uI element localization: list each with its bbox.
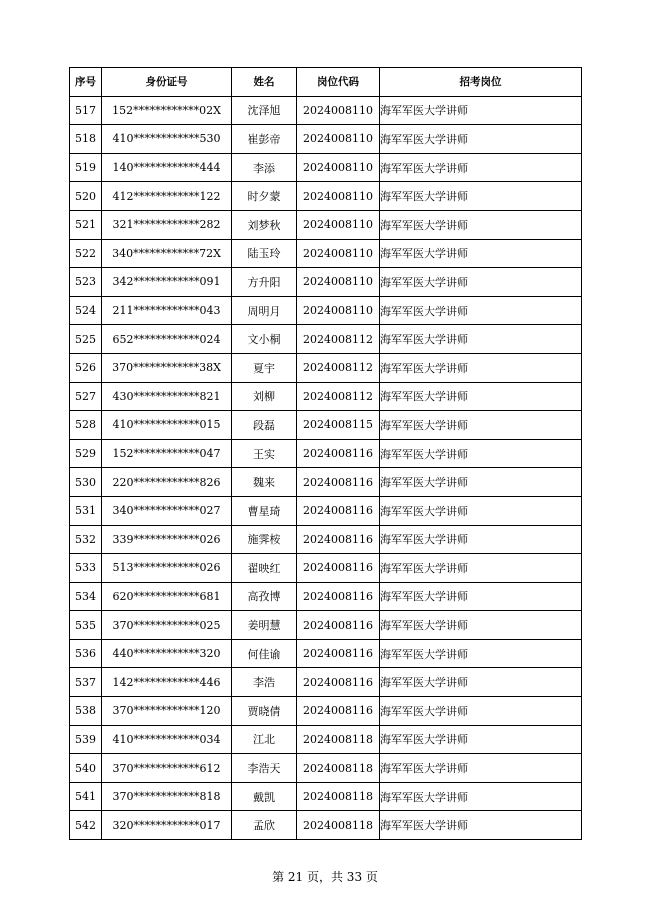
cell-id-number: 142************446 <box>102 668 232 697</box>
cell-id-number: 340************72X <box>102 239 232 268</box>
cell-post-title: 海军军医大学讲师 <box>380 382 582 411</box>
cell-post-title: 海军军医大学讲师 <box>380 296 582 325</box>
cell-seq: 527 <box>70 382 102 411</box>
cell-id-number: 220************826 <box>102 468 232 497</box>
cell-post-title: 海军军医大学讲师 <box>380 439 582 468</box>
cell-post-code: 2024008118 <box>297 725 380 754</box>
cell-post-code: 2024008116 <box>297 697 380 726</box>
cell-name: 李添 <box>232 153 297 182</box>
cell-id-number: 513************026 <box>102 554 232 583</box>
cell-name: 段磊 <box>232 411 297 440</box>
cell-post-title: 海军军医大学讲师 <box>380 639 582 668</box>
cell-post-code: 2024008116 <box>297 468 380 497</box>
cell-post-title: 海军军医大学讲师 <box>380 697 582 726</box>
cell-seq: 532 <box>70 525 102 554</box>
cell-name: 时夕蒙 <box>232 182 297 211</box>
cell-name: 高孜博 <box>232 582 297 611</box>
cell-name: 刘柳 <box>232 382 297 411</box>
cell-post-title: 海军军医大学讲师 <box>380 725 582 754</box>
table-row <box>70 639 582 668</box>
cell-id-number: 430************821 <box>102 382 232 411</box>
cell-post-code: 2024008118 <box>297 754 380 783</box>
cell-post-code: 2024008116 <box>297 496 380 525</box>
cell-name: 姜明慧 <box>232 611 297 640</box>
cell-id-number: 342************091 <box>102 268 232 297</box>
cell-post-code: 2024008110 <box>297 239 380 268</box>
cell-seq: 530 <box>70 468 102 497</box>
cell-seq: 539 <box>70 725 102 754</box>
cell-post-title: 海军军医大学讲师 <box>380 611 582 640</box>
cell-post-code: 2024008116 <box>297 525 380 554</box>
cell-id-number: 370************38X <box>102 353 232 382</box>
cell-seq: 528 <box>70 411 102 440</box>
cell-seq: 529 <box>70 439 102 468</box>
table-row <box>70 210 582 239</box>
cell-name: 崔彭帝 <box>232 125 297 154</box>
cell-seq: 536 <box>70 639 102 668</box>
cell-post-code: 2024008112 <box>297 382 380 411</box>
cell-post-title: 海军军医大学讲师 <box>380 153 582 182</box>
cell-post-code: 2024008110 <box>297 153 380 182</box>
cell-post-code: 2024008116 <box>297 668 380 697</box>
cell-name: 周明月 <box>232 296 297 325</box>
table-row <box>70 697 582 726</box>
cell-name: 王实 <box>232 439 297 468</box>
table-row <box>70 496 582 525</box>
cell-seq: 534 <box>70 582 102 611</box>
cell-post-title: 海军军医大学讲师 <box>380 525 582 554</box>
cell-name: 李浩天 <box>232 754 297 783</box>
table-row <box>70 554 582 583</box>
cell-id-number: 370************818 <box>102 782 232 811</box>
cell-name: 曹星琦 <box>232 496 297 525</box>
table-header-row <box>70 68 582 97</box>
cell-post-code: 2024008116 <box>297 439 380 468</box>
cell-seq: 541 <box>70 782 102 811</box>
cell-post-title: 海军军医大学讲师 <box>380 468 582 497</box>
table-row <box>70 268 582 297</box>
cell-name: 何佳谕 <box>232 639 297 668</box>
cell-seq: 523 <box>70 268 102 297</box>
table-body <box>70 96 582 839</box>
cell-post-title: 海军军医大学讲师 <box>380 668 582 697</box>
cell-seq: 531 <box>70 496 102 525</box>
table-row <box>70 611 582 640</box>
table-row <box>70 754 582 783</box>
cell-id-number: 652************024 <box>102 325 232 354</box>
table-row <box>70 525 582 554</box>
cell-post-code: 2024008110 <box>297 182 380 211</box>
cell-post-title: 海军军医大学讲师 <box>380 182 582 211</box>
table-row <box>70 668 582 697</box>
cell-id-number: 410************015 <box>102 411 232 440</box>
cell-id-number: 410************034 <box>102 725 232 754</box>
cell-post-title: 海军军医大学讲师 <box>380 325 582 354</box>
cell-post-code: 2024008110 <box>297 268 380 297</box>
header-name: 姓名 <box>232 68 297 97</box>
cell-post-code: 2024008116 <box>297 582 380 611</box>
cell-name: 文小桐 <box>232 325 297 354</box>
cell-seq: 537 <box>70 668 102 697</box>
cell-post-title: 海军军医大学讲师 <box>380 96 582 125</box>
cell-post-title: 海军军医大学讲师 <box>380 754 582 783</box>
cell-post-code: 2024008116 <box>297 611 380 640</box>
cell-seq: 538 <box>70 697 102 726</box>
cell-seq: 524 <box>70 296 102 325</box>
cell-seq: 518 <box>70 125 102 154</box>
cell-name: 沈泽旭 <box>232 96 297 125</box>
table-row <box>70 325 582 354</box>
cell-post-title: 海军军医大学讲师 <box>380 554 582 583</box>
cell-post-title: 海军军医大学讲师 <box>380 268 582 297</box>
cell-post-code: 2024008110 <box>297 210 380 239</box>
header-post-code: 岗位代码 <box>297 68 380 97</box>
cell-post-code: 2024008115 <box>297 411 380 440</box>
cell-name: 江北 <box>232 725 297 754</box>
cell-post-code: 2024008110 <box>297 296 380 325</box>
cell-id-number: 211************043 <box>102 296 232 325</box>
page-number-footer: 第 21 页，共 33 页 <box>272 870 378 884</box>
table-row <box>70 582 582 611</box>
cell-name: 方升阳 <box>232 268 297 297</box>
table-row <box>70 782 582 811</box>
table-row <box>70 353 582 382</box>
table-row <box>70 239 582 268</box>
cell-name: 戴凯 <box>232 782 297 811</box>
cell-post-code: 2024008118 <box>297 811 380 840</box>
cell-post-title: 海军军医大学讲师 <box>380 582 582 611</box>
cell-name: 魏来 <box>232 468 297 497</box>
header-id-number: 身份证号 <box>102 68 232 97</box>
table-row <box>70 439 582 468</box>
cell-id-number: 140************444 <box>102 153 232 182</box>
cell-name: 孟欣 <box>232 811 297 840</box>
cell-name: 李浩 <box>232 668 297 697</box>
cell-id-number: 410************530 <box>102 125 232 154</box>
cell-seq: 519 <box>70 153 102 182</box>
cell-seq: 533 <box>70 554 102 583</box>
cell-id-number: 440************320 <box>102 639 232 668</box>
cell-post-code: 2024008116 <box>297 639 380 668</box>
cell-seq: 517 <box>70 96 102 125</box>
cell-post-code: 2024008118 <box>297 782 380 811</box>
roster-table <box>69 67 582 840</box>
cell-post-title: 海军军医大学讲师 <box>380 210 582 239</box>
table-row <box>70 725 582 754</box>
header-post-title: 招考岗位 <box>380 68 582 97</box>
cell-seq: 540 <box>70 754 102 783</box>
cell-id-number: 340************027 <box>102 496 232 525</box>
cell-seq: 525 <box>70 325 102 354</box>
cell-post-title: 海军军医大学讲师 <box>380 239 582 268</box>
table-row <box>70 811 582 840</box>
cell-post-code: 2024008112 <box>297 325 380 354</box>
cell-name: 陆玉玲 <box>232 239 297 268</box>
table-row <box>70 153 582 182</box>
cell-id-number: 321************282 <box>102 210 232 239</box>
cell-id-number: 339************026 <box>102 525 232 554</box>
cell-post-title: 海军军医大学讲师 <box>380 353 582 382</box>
cell-name: 翟映红 <box>232 554 297 583</box>
table-row <box>70 96 582 125</box>
cell-post-title: 海军军医大学讲师 <box>380 125 582 154</box>
header-seq: 序号 <box>70 68 102 97</box>
cell-seq: 526 <box>70 353 102 382</box>
cell-seq: 542 <box>70 811 102 840</box>
cell-id-number: 320************017 <box>102 811 232 840</box>
cell-id-number: 620************681 <box>102 582 232 611</box>
cell-seq: 535 <box>70 611 102 640</box>
cell-post-code: 2024008110 <box>297 96 380 125</box>
cell-post-code: 2024008116 <box>297 554 380 583</box>
cell-seq: 522 <box>70 239 102 268</box>
table-row <box>70 182 582 211</box>
table-row <box>70 382 582 411</box>
cell-name: 夏宇 <box>232 353 297 382</box>
cell-post-code: 2024008110 <box>297 125 380 154</box>
cell-name: 刘梦秋 <box>232 210 297 239</box>
table-row <box>70 296 582 325</box>
cell-name: 贾晓倩 <box>232 697 297 726</box>
cell-seq: 520 <box>70 182 102 211</box>
cell-id-number: 152************02X <box>102 96 232 125</box>
cell-id-number: 412************122 <box>102 182 232 211</box>
cell-post-code: 2024008112 <box>297 353 380 382</box>
cell-id-number: 370************025 <box>102 611 232 640</box>
cell-name: 施霁桉 <box>232 525 297 554</box>
cell-seq: 521 <box>70 210 102 239</box>
cell-id-number: 152************047 <box>102 439 232 468</box>
table-row <box>70 125 582 154</box>
cell-post-title: 海军军医大学讲师 <box>380 782 582 811</box>
cell-id-number: 370************612 <box>102 754 232 783</box>
cell-id-number: 370************120 <box>102 697 232 726</box>
cell-post-title: 海军军医大学讲师 <box>380 811 582 840</box>
cell-post-title: 海军军医大学讲师 <box>380 411 582 440</box>
table-row <box>70 468 582 497</box>
cell-post-title: 海军军医大学讲师 <box>380 496 582 525</box>
table-row <box>70 411 582 440</box>
